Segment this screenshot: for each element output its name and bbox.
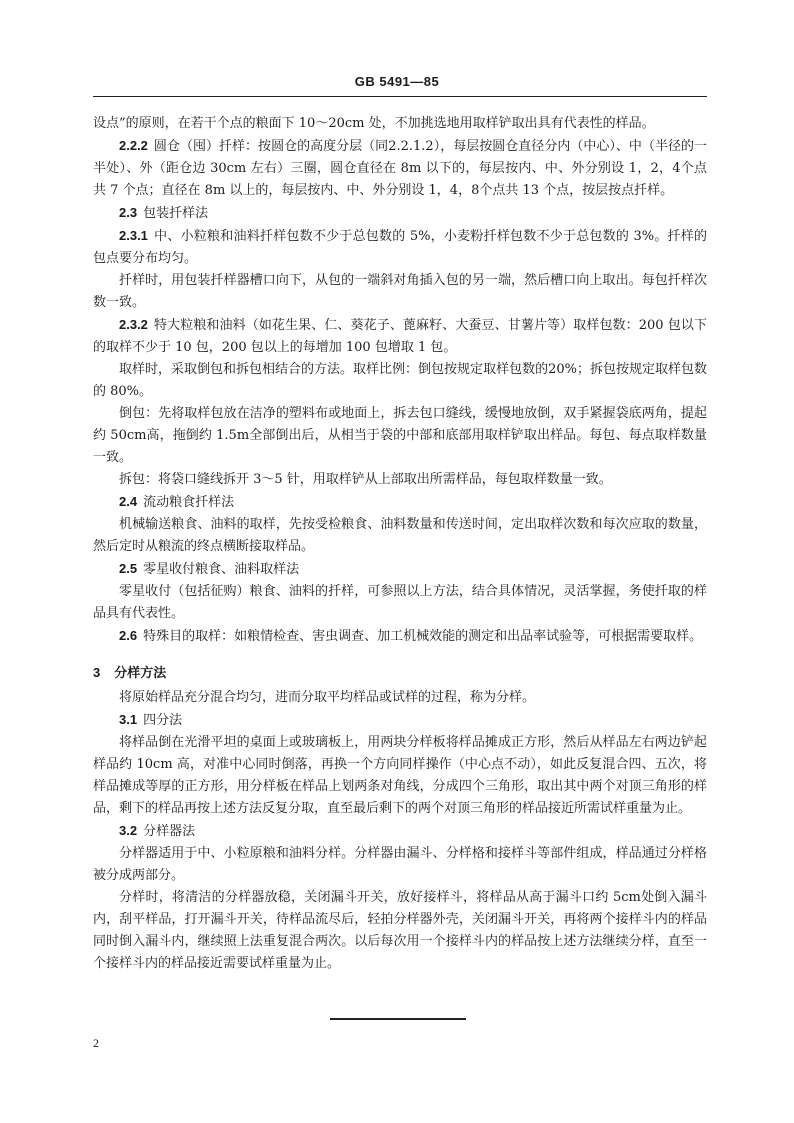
clause-number: 2.3.2 [119, 317, 148, 332]
paragraph [93, 687, 707, 709]
paragraph [93, 225, 707, 270]
clause-text: 将原始样品充分混合均匀，进而分取平均样品或试样的过程，称为分样。 [119, 690, 536, 705]
paragraph [93, 625, 707, 648]
paragraph [93, 887, 707, 975]
paragraph [93, 113, 707, 135]
clause-text: 拆包：将袋口缝线拆开 3～5 针，用取样铲从上部取出所需样品，每包取样数量一致。 [119, 472, 612, 487]
document-body [93, 113, 707, 975]
subsection-heading [93, 558, 707, 581]
clause-text: 流动粮食扦样法 [143, 495, 235, 510]
subsection-heading [93, 491, 707, 514]
clause-number: 3.1 [119, 712, 138, 727]
paragraph [93, 732, 707, 820]
clause-text: 将样品倒在光滑平坦的桌面上或玻璃板上，用两块分样板将样品摊成正方形，然后从样品左右两边铲起样品约 10cm 高，对准中心同时倒落，再换一个方向同样操作（中心点不动），如此反复混合四、五次，将样品摊成等厚的正方形，用分样板在样品上划两条对角线，分成四个三角形，取出其中两个对顶三角形的样品，剩下的样品再按上述方法反复分取，直至最后剩下的两个对顶三角形的样品接近所需试样重量为止。 [93, 735, 707, 816]
clause-text: 四分法 [143, 713, 183, 728]
paragraph [93, 469, 707, 491]
clause-text: 中、小粒粮和油料扦样包数不少于总包数的 5%，小麦粉扦样包数不少于总包数的 3%。扦样的包点要分布均匀。 [93, 229, 707, 266]
clause-number: 2.5 [119, 561, 138, 576]
clause-text: 分样方法 [114, 666, 167, 681]
clause-text: 分样器适用于中、小粒原粮和油料分样。分样器由漏斗、分样格和接样斗等部件组成，样品通过分样格被分成两部分。 [93, 846, 707, 883]
clause-number: 2.4 [119, 494, 138, 509]
page-header-standard: GB 5491—85 [354, 74, 440, 89]
subsection-heading [93, 202, 707, 225]
paragraph [93, 843, 707, 887]
clause-text: 机械输送粮食、油料的取样，先按受检粮食、油料数量和传送时间，定出取样次数和每次应取的数量，然后定时从粮流的终点横断接取样品。 [93, 517, 707, 554]
page-number: 2 [93, 1036, 99, 1050]
clause-text: 圆仓（囤）扦样：按圆仓的高度分层（同2.2.1.2），每层按圆仓直径分内（中心）、中（半径的一半处）、外（距仓边 30cm 左右）三圈，圆仓直径在 8m 以下的，每层按内、中、外分别设 1，2，4个点共 7 个点；直径在 8m 以上的，每层按内、中、外分别设 1，4，8个点共 13 个点，按层按点扦样。 [93, 139, 707, 198]
clause-text: 分样时，将清洁的分样器放稳，关闭漏斗开关，放好接样斗，将样品从高于漏斗口约 5cm处倒入漏斗内，刮平样品，打开漏斗开关，待样品流尽后，轻拍分样器外壳，关闭漏斗开关，再将两个接样斗内的样品同时倒入漏斗内，继续照上法重复混合两次。以后每次用一个接样斗内的样品按上述方法继续分样，直至一个接样斗内的样品接近需要试样重量为止。 [93, 890, 707, 971]
subsection-heading [93, 820, 707, 843]
clause-text: 扦样时，用包装扦样器槽口向下，从包的一端斜对角插入包的另一端，然后槽口向上取出。每包扦样次数一致。 [93, 273, 707, 310]
clause-text: 倒包：先将取样包放在洁净的塑料布或地面上，拆去包口缝线，缓慢地放倒，双手紧握袋底两角，提起约 50cm高，拖倒约 1.5m全部倒出后，从相当于袋的中部和底部用取样铲取出样品。每包、每点取样数量一致。 [93, 406, 707, 465]
clause-number: 3 [93, 665, 101, 680]
clause-text: 设点”的原则，在若干个点的粮面下 10～20cm 处，不加挑选地用取样铲取出具有代表性的样品。 [93, 116, 655, 131]
paragraph [93, 314, 707, 359]
subsection-heading [93, 709, 707, 732]
paragraph [93, 270, 707, 314]
clause-text: 零星收付（包括征购）粮食、油料的扦样，可参照以上方法，结合具体情况，灵活掌握，务使扦取的样品具有代表性。 [93, 584, 707, 621]
clause-number: 2.6 [119, 628, 138, 643]
paragraph [93, 135, 707, 202]
clause-text: 特殊目的取样：如粮情检查、害虫调查、加工机械效能的测定和出品率试验等，可根据需要取样。 [143, 629, 703, 644]
section-heading [93, 662, 707, 685]
paragraph [93, 403, 707, 469]
paragraph [93, 514, 707, 558]
clause-text: 特大粒粮和油料（如花生果、仁、葵花子、蓖麻籽、大蚕豆、甘薯片等）取样包数：200 包以下的取样不少于 10 包，200 包以上的每增加 100 包增取 1 包。 [93, 318, 707, 355]
clause-number: 2.3 [119, 205, 138, 220]
clause-text: 取样时，采取倒包和拆包相结合的方法。取样比例：倒包按规定取样包数的20%；拆包按规定取样包数的 80%。 [93, 362, 707, 399]
clause-number: 2.3.1 [119, 228, 148, 243]
paragraph [93, 359, 707, 403]
clause-number: 3.2 [119, 823, 138, 838]
paragraph [93, 581, 707, 625]
clause-text: 分样器法 [143, 824, 196, 839]
footer-rule [330, 1018, 466, 1020]
clause-text: 包装扦样法 [143, 206, 209, 221]
header-rule [93, 96, 707, 97]
clause-number: 2.2.2 [119, 138, 148, 153]
clause-text: 零星收付粮食、油料取样法 [143, 562, 300, 577]
